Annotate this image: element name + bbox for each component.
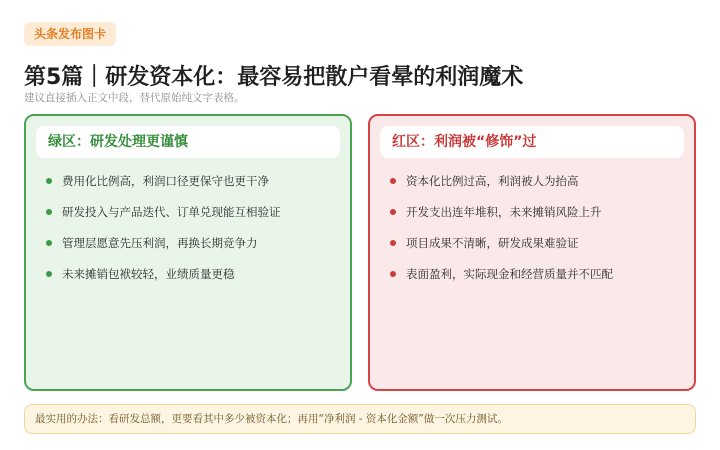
list-item-text: 未来摊销包袱较轻，业绩质量更稳 <box>62 267 235 281</box>
bullet-dot-icon <box>390 209 396 215</box>
list-item-text: 研发投入与产品迭代、订单兑现能互相验证 <box>62 205 281 219</box>
red-zone-list <box>390 174 682 298</box>
list-item <box>46 174 338 205</box>
list-item-text: 资本化比例过高，利润被人为抬高 <box>406 174 579 188</box>
list-item <box>390 267 682 298</box>
header-tag: 头条发布图卡 <box>24 22 116 46</box>
list-item <box>46 267 338 298</box>
green-zone-panel <box>24 114 352 391</box>
bullet-dot-icon <box>46 271 52 277</box>
red-zone-panel <box>368 114 696 391</box>
page-subtitle: 建议直接插入正文中段，替代原始纯文字表格。 <box>24 92 245 104</box>
bullet-dot-icon <box>390 240 396 246</box>
list-item-text: 管理层愿意先压利润，再换长期竞争力 <box>62 236 258 250</box>
green-zone-title: 绿区：研发处理更谨慎 <box>36 126 340 158</box>
list-item-text: 项目成果不清晰，研发成果难验证 <box>406 236 579 250</box>
list-item-text: 费用化比例高，利润口径更保守也更干净 <box>62 174 269 188</box>
bullet-dot-icon <box>46 240 52 246</box>
list-item <box>46 205 338 236</box>
bullet-dot-icon <box>46 209 52 215</box>
list-item-text: 表面盈利，实际现金和经营质量并不匹配 <box>406 267 613 281</box>
footer-tip: 最实用的办法：看研发总额，更要看其中多少被资本化；再用“净利润 - 资本化金额”做一次压力测试。 <box>24 404 696 434</box>
list-item <box>390 236 682 267</box>
list-item <box>390 174 682 205</box>
page-title: 第5篇｜研发资本化：最容易把散户看晕的利润魔术 <box>24 65 524 90</box>
bullet-dot-icon <box>390 178 396 184</box>
bullet-dot-icon <box>390 271 396 277</box>
red-zone-title: 红区：利润被“修饰”过 <box>380 126 684 158</box>
list-item <box>390 205 682 236</box>
green-zone-list <box>46 174 338 298</box>
list-item <box>46 236 338 267</box>
list-item-text: 开发支出连年堆积，未来摊销风险上升 <box>406 205 602 219</box>
bullet-dot-icon <box>46 178 52 184</box>
